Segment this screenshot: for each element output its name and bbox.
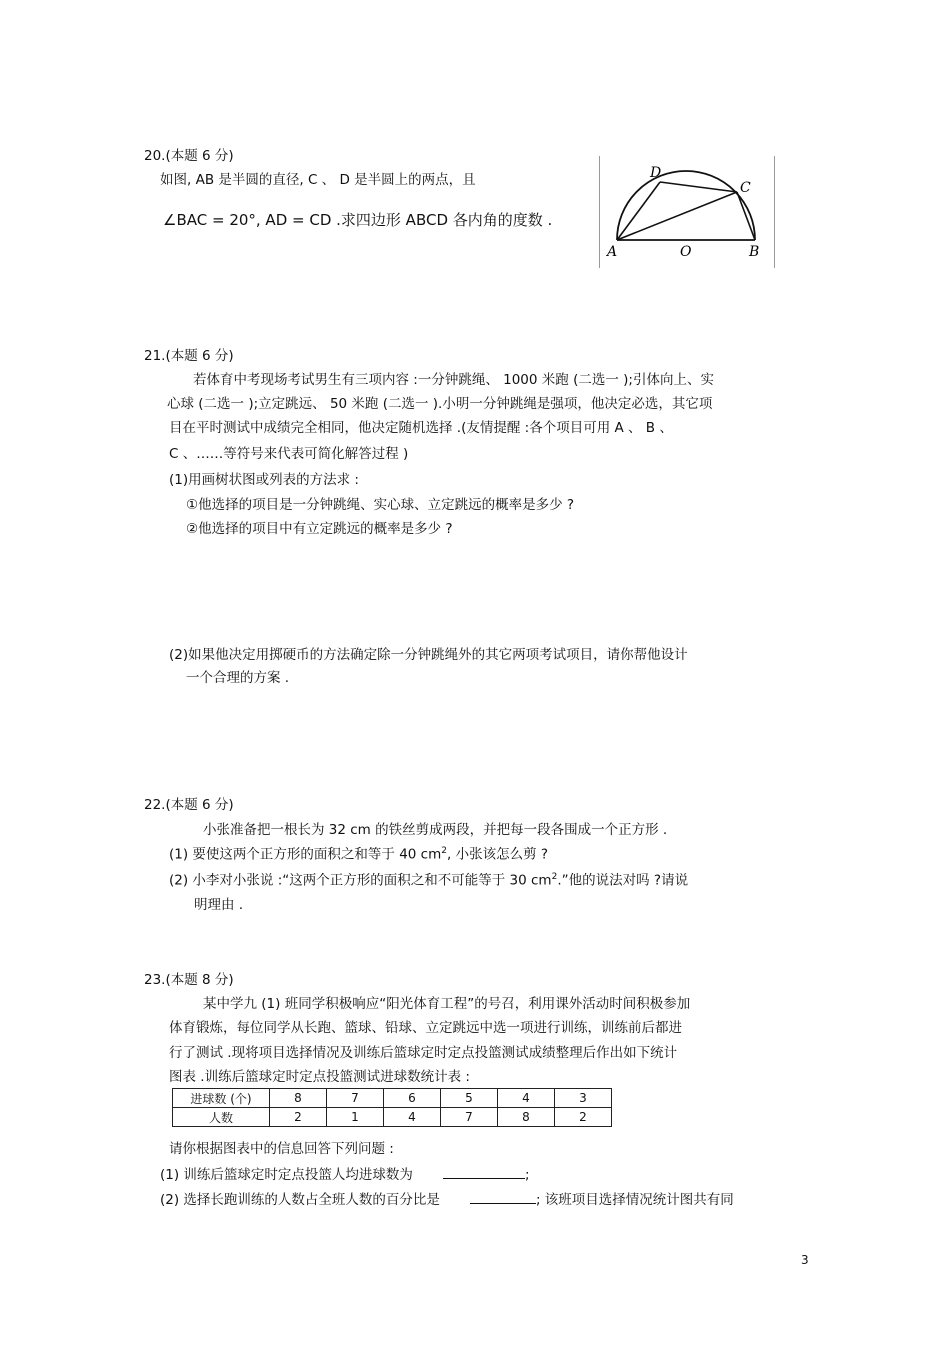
table-cell: 8	[498, 1108, 555, 1127]
q22-line1: 小张准备把一根长为 32 cm 的铁丝剪成两段，并把每一段各围成一个正方形 .	[203, 822, 668, 838]
table-cell: 7	[441, 1108, 498, 1127]
q22-part1	[169, 846, 548, 863]
point-b-label: B	[749, 244, 760, 260]
q23-line1: 某中学九 (1) 班同学积极响应“阳光体育工程”的号召，利用课外活动时间积极参加	[203, 996, 691, 1012]
q21-part1b: ②他选择的项目中有立定跳远的概率是多少 ?	[186, 521, 453, 537]
q22-part2c: 明理由 .	[194, 897, 244, 913]
q21-part2a: (2)如果他决定用掷硬币的方法确定除一分钟跳绳外的其它两项考试项目，请你帮他设计	[169, 647, 688, 663]
q22-part2-text: (2) 小李对小张说 :“这两个正方形的面积之和不可能等于 30 cm	[169, 872, 552, 889]
table-row	[173, 1108, 612, 1127]
point-c-label: C	[740, 180, 751, 196]
table-cell: 2	[555, 1108, 612, 1127]
q23-part1-tail: ;	[524, 1167, 530, 1183]
table-row	[173, 1089, 612, 1108]
q22-part1-text: (1) 要使这两个正方形的面积之和等于 40 cm	[169, 846, 442, 863]
page-number: 3	[801, 1253, 809, 1267]
q21-part1: (1)用画树状图或列表的方法求 :	[169, 472, 359, 488]
semicircle-diagram	[599, 156, 775, 268]
q23-prompt: 请你根据图表中的信息回答下列问题 :	[169, 1141, 394, 1157]
q23-part2	[160, 1191, 734, 1208]
answer-blank[interactable]	[443, 1166, 525, 1179]
q22-part1-sup: 2	[441, 846, 447, 856]
q22-part2-sup: 2	[551, 872, 558, 882]
q22-part2	[169, 872, 688, 889]
answer-blank[interactable]	[470, 1191, 536, 1204]
q21-part1a: ①他选择的项目是一分钟跳绳、实心球、立定跳远的概率是多少 ?	[186, 497, 575, 513]
q23-part1-text: (1) 训练后篮球定时定点投篮人均进球数为	[160, 1167, 413, 1183]
q22-part2-tail: .”他的说法对吗 ?请说	[557, 872, 689, 889]
q23-heading: 23.(本题 8 分)	[144, 972, 234, 988]
q21-line3: 目在平时测试中成绩完全相同，他决定随机选择 .(友情提醒 :各个项目可用 A 、 B 、	[169, 420, 673, 436]
q21-part2b: 一个合理的方案 .	[186, 670, 290, 686]
point-d-label: D	[650, 165, 662, 181]
point-o-label: O	[680, 244, 692, 260]
q23-line2: 体育锻炼，每位同学从长跑、篮球、铅球、立定跳远中选一项进行训练，训练前后都进	[169, 1020, 682, 1036]
q23-part2-text: (2) 选择长跑训练的人数占全班人数的百分比是	[160, 1192, 440, 1208]
q23-line4: 图表 .训练后篮球定时定点投篮测试进球数统计表 :	[169, 1069, 470, 1085]
q23-line3: 行了测试 .现将项目选择情况及训练后篮球定时定点投篮测试成绩整理后作出如下统计	[169, 1045, 678, 1061]
q21-line4: C 、……等符号来代表可简化解答过程 )	[169, 446, 409, 462]
table-cell: 7	[327, 1089, 384, 1108]
q21-line1: 若体育中考现场考试男生有三项内容 :一分钟跳绳、 1000 米跑 (二选一 );引体向上、实	[193, 372, 714, 388]
semicircle-figure	[599, 156, 775, 268]
table-cell: 4	[498, 1089, 555, 1108]
q23-part1	[160, 1166, 530, 1183]
q20-line1: 如图, AB 是半圆的直径, C 、 D 是半圆上的两点，且	[160, 172, 476, 188]
table-cell: 5	[441, 1089, 498, 1108]
table-cell: 4	[384, 1108, 441, 1127]
q22-part1-tail: , 小张该怎么剪 ?	[446, 846, 549, 863]
q22-heading: 22.(本题 6 分)	[144, 797, 234, 813]
q21-line2: 心球 (二选一 );立定跳远、 50 米跑 (二选一 ).小明一分钟跳绳是强项，他决定必选，其它项	[167, 396, 713, 412]
q20-line2: ∠BAC = 20°, AD = CD .求四边形 ABCD 各内角的度数 .	[163, 211, 553, 229]
q20-heading: 20.(本题 6 分)	[144, 148, 234, 164]
table-cell: 3	[555, 1089, 612, 1108]
q23-part2-tail: ; 该班项目选择情况统计图共有同	[535, 1192, 734, 1208]
table-cell: 2	[270, 1108, 327, 1127]
table-cell: 8	[270, 1089, 327, 1108]
point-a-label: A	[607, 244, 618, 260]
table-cell: 1	[327, 1108, 384, 1127]
table-cell: 6	[384, 1089, 441, 1108]
table-header-goals: 进球数 (个)	[173, 1089, 270, 1108]
table-header-count: 人数	[173, 1108, 270, 1127]
q21-heading: 21.(本题 6 分)	[144, 348, 234, 364]
score-table	[172, 1088, 612, 1127]
